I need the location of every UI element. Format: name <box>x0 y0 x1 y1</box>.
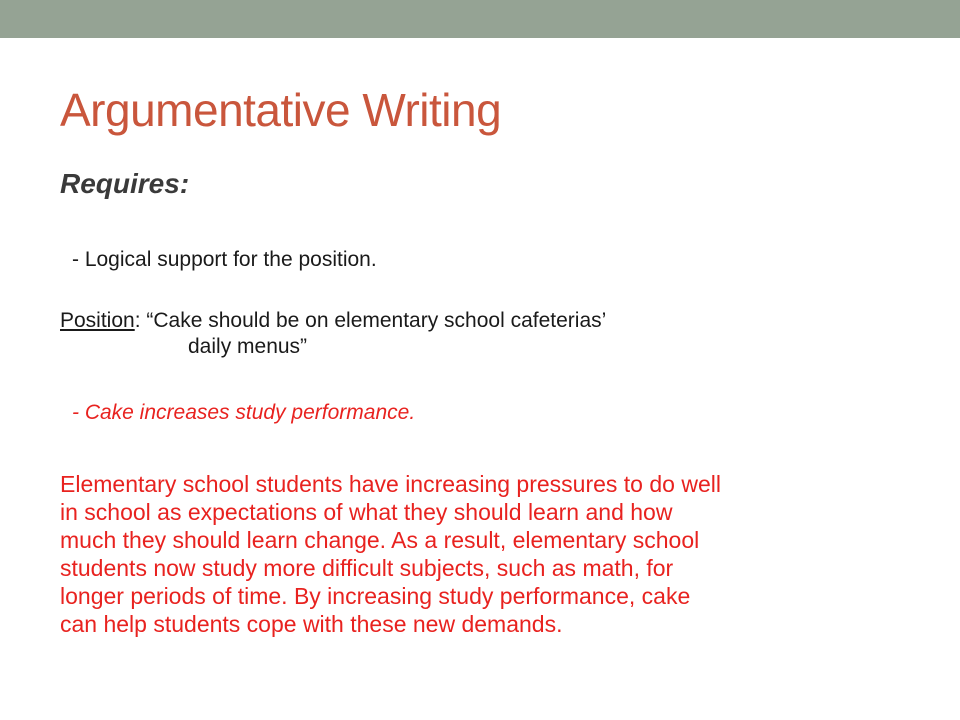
paragraph-line: in school as expectations of what they should learn and how <box>60 499 673 525</box>
position-text-line1: “Cake should be on elementary school cafeterias’ <box>146 309 607 332</box>
paragraph-line: can help students cope with these new demands. <box>60 611 563 637</box>
position-separator: : <box>134 309 147 332</box>
slide-title: Argumentative Writing <box>60 84 502 136</box>
position-label: Position <box>60 309 135 332</box>
requires-heading: Requires: <box>60 168 190 199</box>
paragraph-line: much they should learn change. As a result, elementary school <box>60 527 700 553</box>
position-statement <box>60 309 606 333</box>
paragraph-line: students now study more difficult subjects, such as math, for <box>60 555 674 581</box>
position-text-line2: daily menus” <box>188 335 308 358</box>
claim-bullet: - Cake increases study performance. <box>72 401 416 424</box>
supporting-paragraph <box>60 470 920 638</box>
header-accent-bar <box>0 0 960 38</box>
paragraph-line: Elementary school students have increasing pressures to do well <box>60 471 721 497</box>
paragraph-line: longer periods of time. By increasing study performance, cake <box>60 583 691 609</box>
logical-support-bullet: - Logical support for the position. <box>72 248 377 271</box>
